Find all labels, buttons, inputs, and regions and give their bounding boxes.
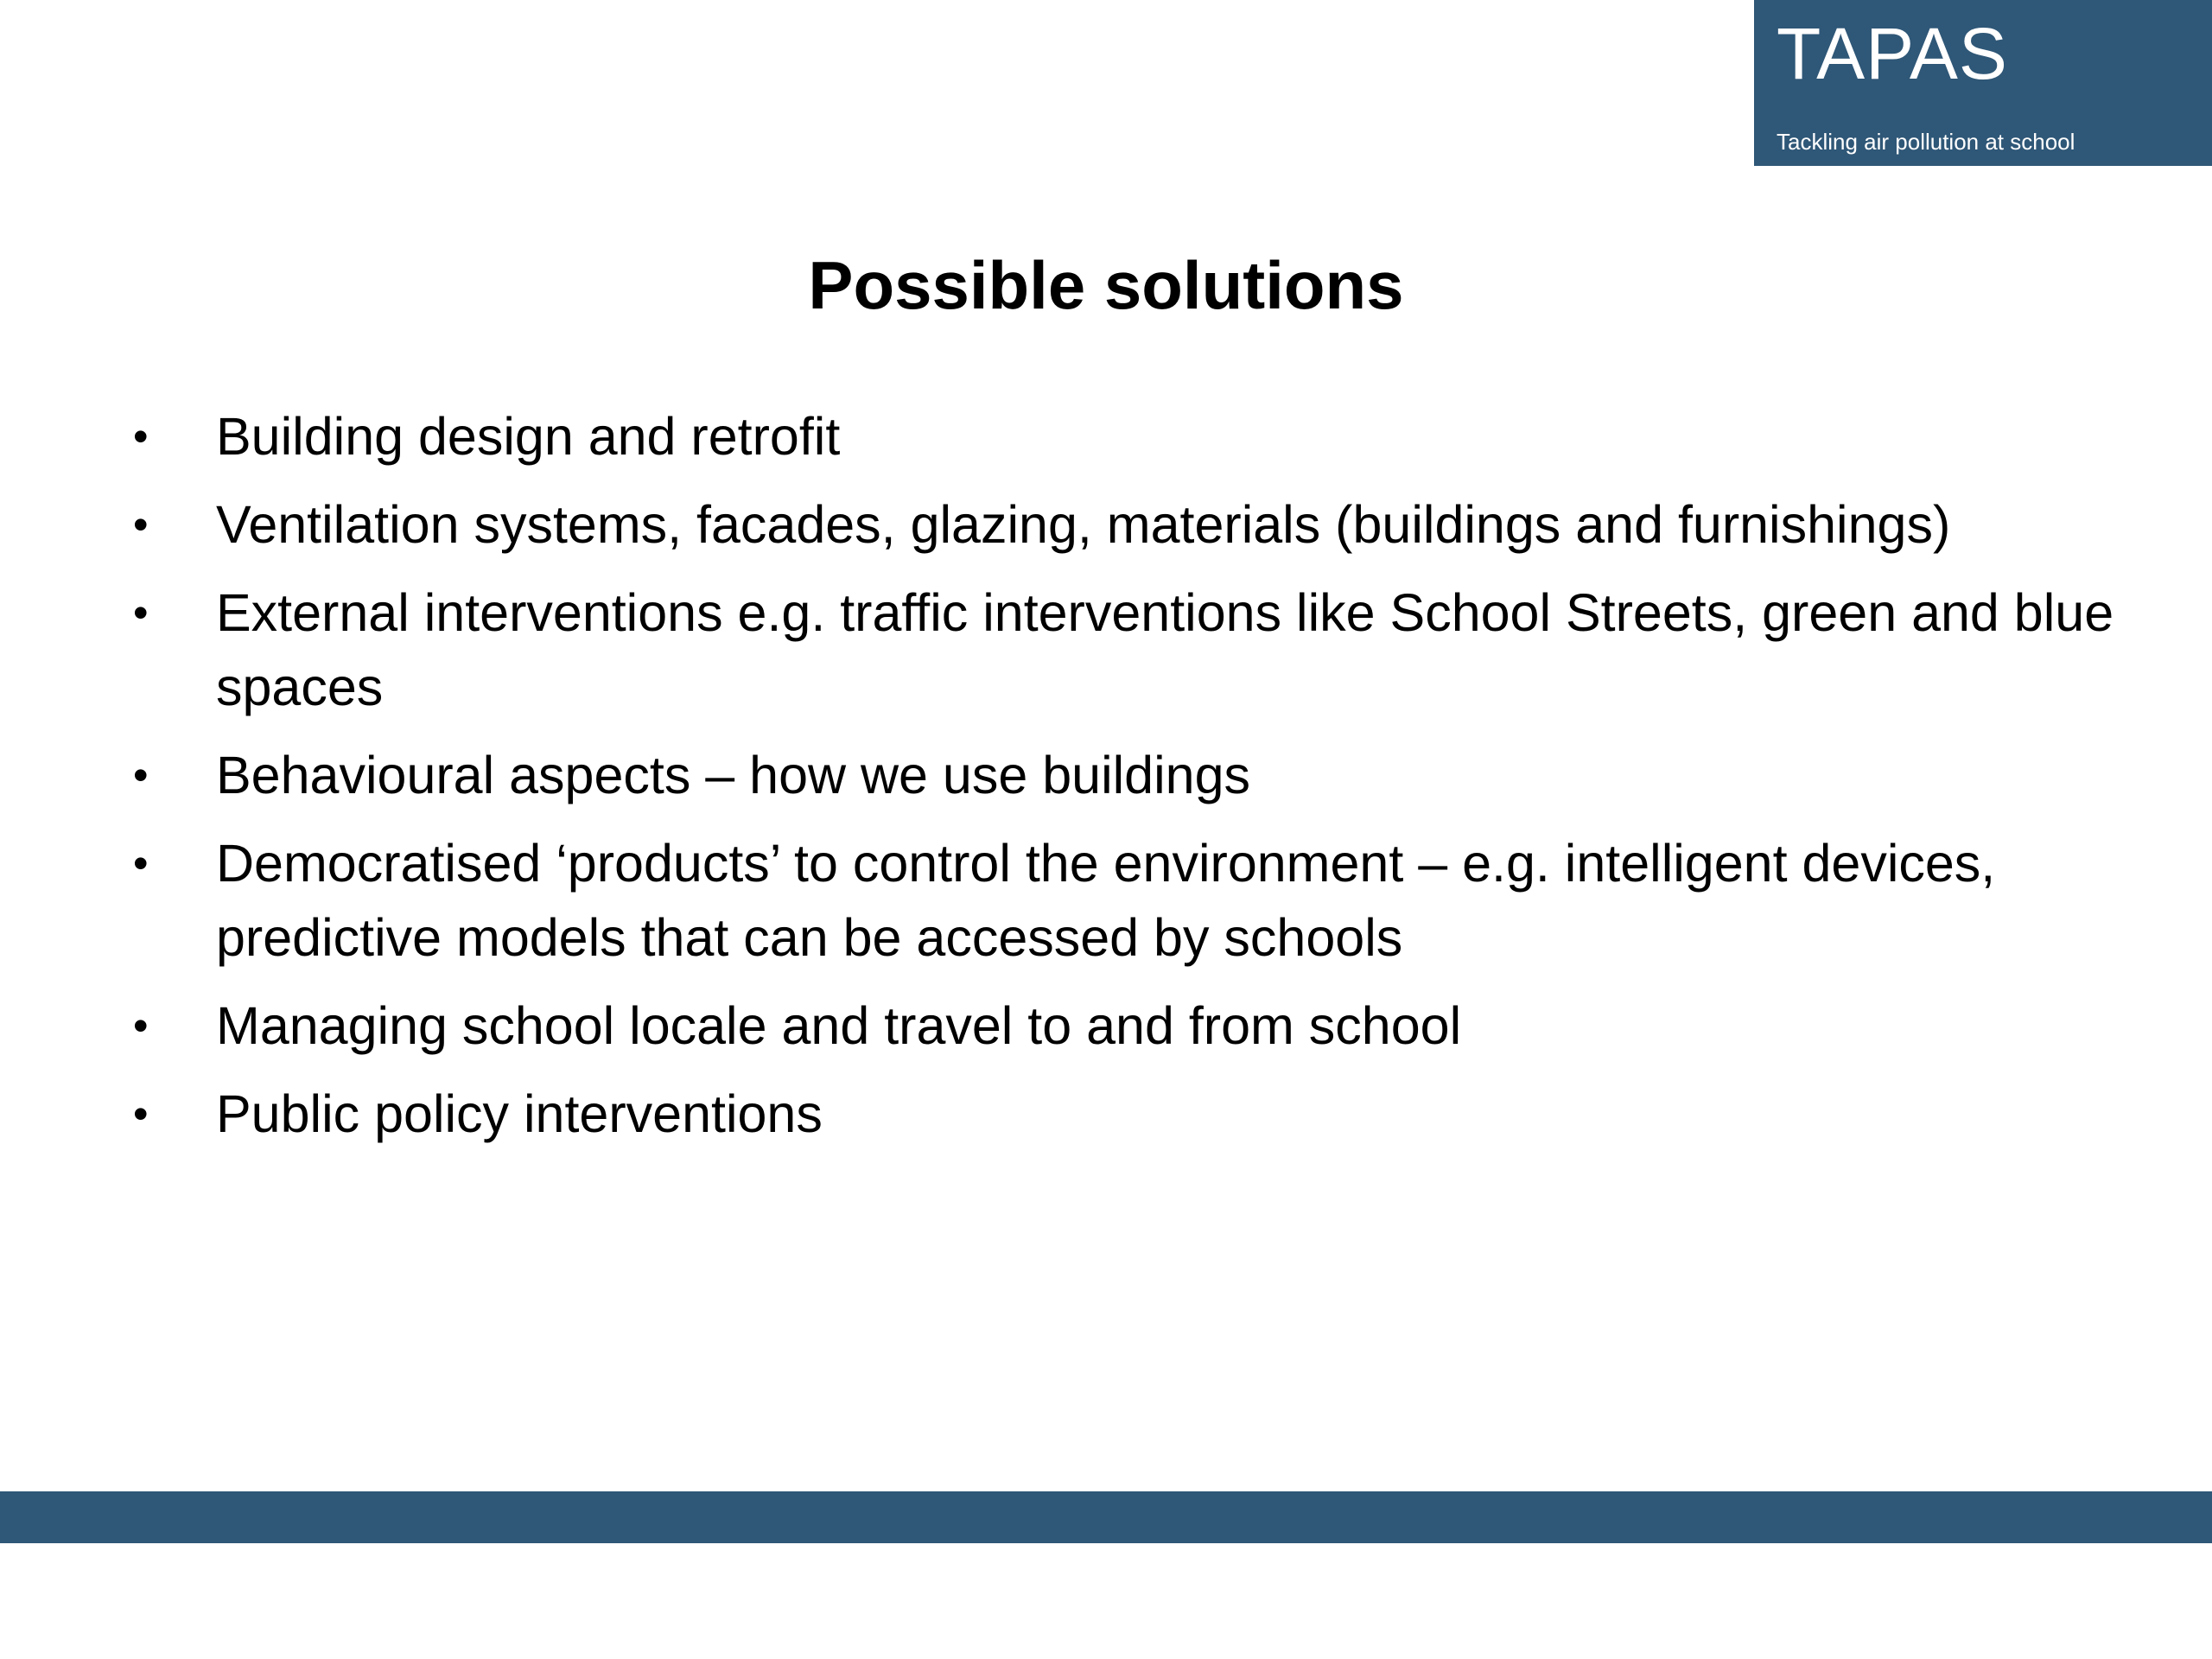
bullet-list <box>130 399 2117 1165</box>
list-item <box>130 487 2117 562</box>
bullet-text: Public policy interventions <box>216 1084 823 1143</box>
list-item <box>130 826 2117 975</box>
logo-title: TAPAS <box>1777 13 2008 94</box>
footer-bar <box>0 1491 2212 1543</box>
bullet-text: Ventilation systems, facades, glazing, materials (buildings and furnishings) <box>216 495 1951 554</box>
bullet-text: Managing school locale and travel to and from school <box>216 996 1462 1055</box>
bullet-icon: • <box>133 588 149 637</box>
bullet-icon: • <box>133 839 149 887</box>
bullet-text: External interventions e.g. traffic interventions like School Streets, green and blue spaces <box>216 583 2114 716</box>
list-item <box>130 988 2117 1063</box>
bullet-icon: • <box>133 1001 149 1050</box>
list-item <box>130 1077 2117 1151</box>
logo-tagline: Tackling air pollution at school <box>1777 129 2075 155</box>
bullet-icon: • <box>133 500 149 549</box>
slide-title: Possible solutions <box>808 247 1404 323</box>
tapas-logo <box>1754 0 2212 166</box>
bullet-icon: • <box>133 751 149 799</box>
bullet-icon: • <box>133 1090 149 1138</box>
list-item <box>130 738 2117 812</box>
bullet-icon: • <box>133 412 149 461</box>
list-item <box>130 575 2117 724</box>
bullet-text: Building design and retrofit <box>216 407 841 466</box>
bullet-text: Behavioural aspects – how we use buildings <box>216 746 1251 804</box>
list-item <box>130 399 2117 474</box>
bullet-text: Democratised ‘products’ to control the environment – e.g. intelligent devices, predictive models that can be accessed by schools <box>216 834 1996 967</box>
